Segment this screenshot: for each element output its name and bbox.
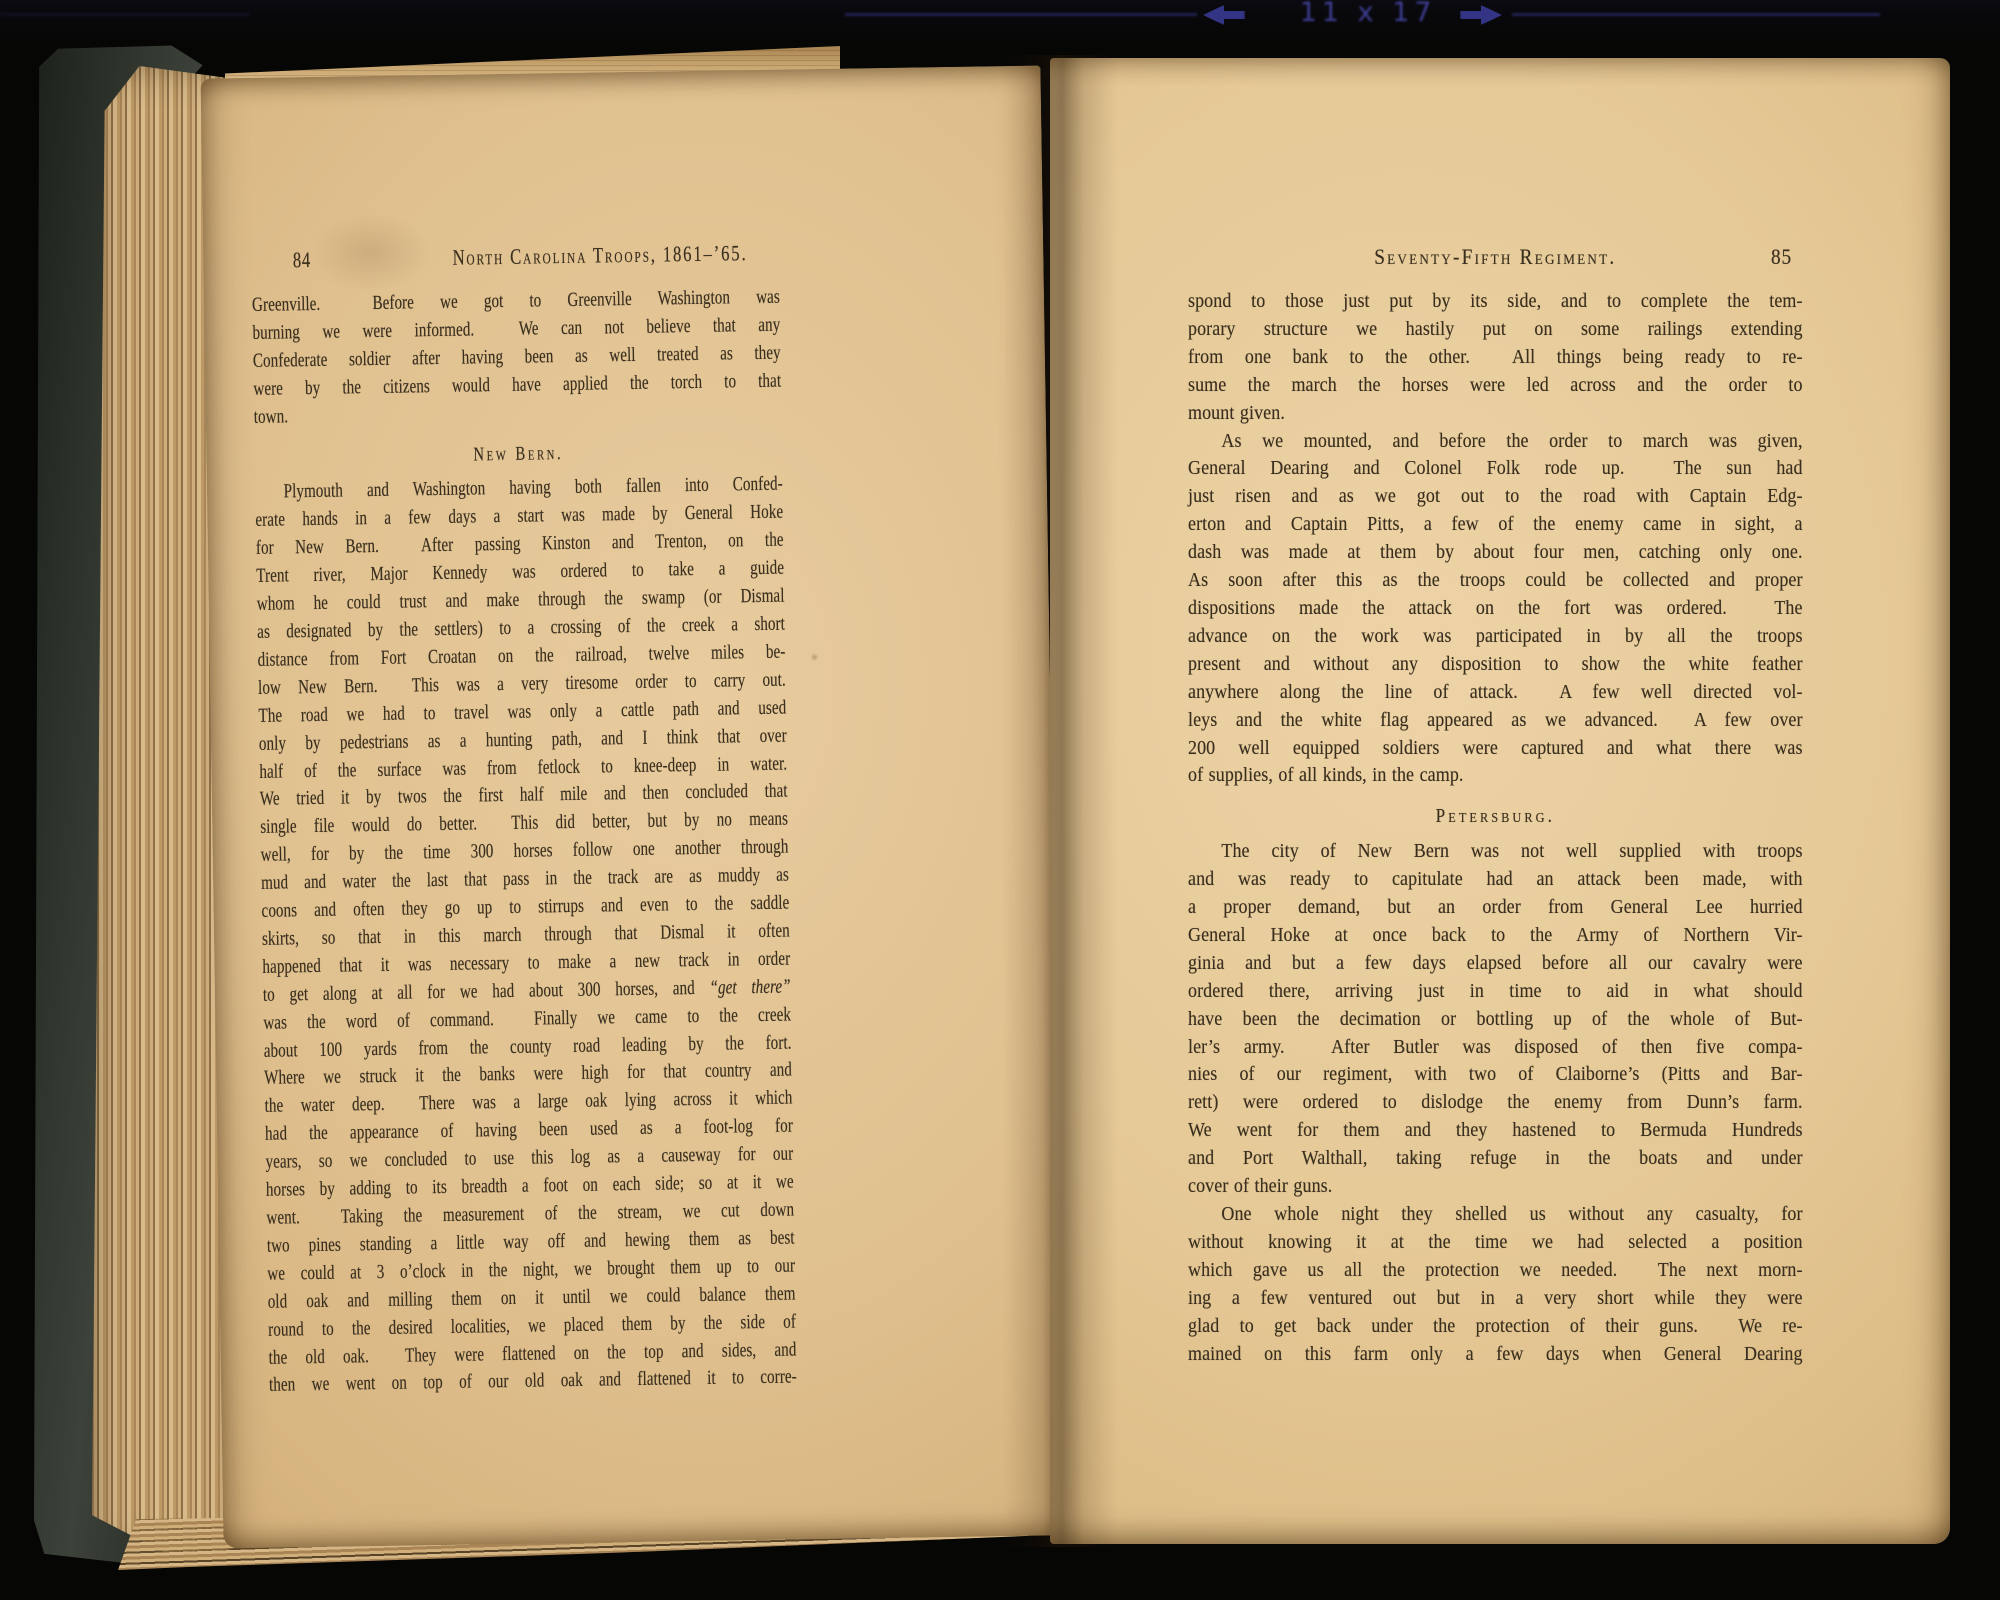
page-number: 85 <box>1770 244 1793 269</box>
text-line: Confederate soldier after having been as well treated as they <box>252 341 781 372</box>
text-line: ler’s army. After Butler was disposed of then five compa- <box>1188 1035 1803 1058</box>
left-page <box>201 65 1064 1548</box>
text-line: Trent river, Major Kennedy was ordered to take a guide <box>256 556 785 588</box>
ruler-line-segment <box>1512 13 1880 16</box>
page-text <box>1188 288 1803 1368</box>
text-line: without knowing it at the time we had selected a position <box>1188 1230 1803 1253</box>
text-line: The road we had to travel was only a cattle path and used <box>258 696 787 727</box>
text-line: rett) were ordered to dislodge the enemy from Dunn’s farm. <box>1188 1091 1803 1114</box>
ruler-arrow-left-icon <box>1203 5 1245 25</box>
page-text <box>252 284 797 1400</box>
text-line: happened that it was necessary to make a new track in order <box>262 947 791 978</box>
italic-phrase: “get there” <box>709 975 791 999</box>
text-line: only by pedestrians as a hunting path, and I think that over <box>258 724 787 755</box>
ruler-line-segment <box>0 13 250 16</box>
text-line: We went for them and they hastened to Bermuda Hundreds <box>1188 1119 1803 1142</box>
text-line: two pines standing a little way off and hewing them as best <box>266 1226 795 1257</box>
text-line: as designated by the settlers) to a crossing of the creek a short <box>257 612 786 643</box>
text-line: As soon after this as the troops could be collected and proper <box>1188 569 1803 592</box>
text-line: single file would do better. This did better, but by no means <box>260 807 789 839</box>
text-line: to get along at all for we had about 300 horses, and “get there” <box>262 975 791 1006</box>
text-line: Where we struck it the banks were high for that country and <box>264 1058 793 1090</box>
page-number: 84 <box>292 246 312 273</box>
text-line: mount given. <box>1188 401 1285 424</box>
text-line: old oak and milling them on it until we could balance them <box>267 1282 796 1313</box>
text-line: which gave us all the protection we needed. The next morn- <box>1188 1258 1803 1281</box>
text-line: dispositions made the attack on the fort was ordered. The <box>1188 596 1803 619</box>
text-line: One whole night they shelled us without any casualty, for <box>1221 1203 1803 1225</box>
ruler-line-segment <box>845 13 1197 16</box>
text-line: ing a few ventured out but in a very short while they were <box>1188 1286 1803 1309</box>
text-line: were by the citizens would have applied the torch to that <box>253 369 782 400</box>
text-line: round to the desired localities, we placed them by the side of <box>267 1310 797 1341</box>
text-line: we could at 3 o’clock in the night, we brought them up to our <box>267 1254 796 1285</box>
text-line: glad to get back under the protection of their guns. We re- <box>1188 1314 1803 1337</box>
text-line: porary structure we hastily put on some railings extending <box>1188 317 1803 340</box>
text-line: The city of New Bern was not well supplied with troops <box>1221 840 1803 863</box>
text-line: ginia and but a few days elapsed before all our cavalry were <box>1188 951 1803 974</box>
text-line: of supplies, of all kinds, in the camp. <box>1188 764 1464 787</box>
text-line: 200 well equipped soldiers were captured and what there was <box>1188 736 1803 759</box>
text-line: skirts, so that in this march through that Dismal it often <box>261 919 790 950</box>
text-line: for New Bern. After passing Kinston and Trenton, on the <box>255 528 784 560</box>
text-line: erate hands in a few days a start was made by General Hoke <box>255 500 784 532</box>
text-line: town. <box>253 404 289 428</box>
right-page <box>1050 58 1950 1544</box>
text-line: burning we were informed. We can not believe that any <box>252 313 781 344</box>
text-line: distance from Fort Croatan on the railroad, twelve miles be- <box>257 640 786 671</box>
text-line: about 100 yards from the county road leading by the fort. <box>263 1031 792 1062</box>
text-line: sume the march the horses were led across and the order to <box>1188 373 1803 396</box>
text-line: Plymouth and Washington having both fallen into Confed- <box>283 473 783 503</box>
text-line: and was ready to capitulate had an attack been made, with <box>1188 868 1803 891</box>
text-line: the old oak. They were flattened on the top and sides, and <box>268 1338 797 1369</box>
text-line: just risen and as we got out to the road with Captain Edg- <box>1188 485 1803 508</box>
text-line: then we went on top of our old oak and flattened it to corre- <box>268 1365 797 1397</box>
text-line: advance on the work was participated in by all the troops <box>1188 624 1803 647</box>
text-line: mained on this farm only a few days when General Dearing <box>1188 1342 1803 1365</box>
page-header <box>251 238 779 276</box>
text-line: well, for by the time 300 horses follow one another through <box>260 835 789 867</box>
text-line: half of the surface was from fetlock to knee-deep in water. <box>259 752 788 783</box>
text-line: have been the decimation or bottling up of the whole of But- <box>1188 1007 1803 1030</box>
ruler-size-label: 11 x 17 <box>1299 0 1437 28</box>
text-line: years, so we concluded to use this log as a causeway for our <box>265 1142 794 1173</box>
ruler-arrow-right-icon <box>1460 5 1502 25</box>
section-heading: Petersburg. <box>1435 806 1555 828</box>
text-line: from one bank to the other. All things being ready to re- <box>1188 345 1803 368</box>
text-line: dash was made at them by about four men, catching only one. <box>1188 541 1803 564</box>
text-line: Greenville. Before we got to Greenville Washington was <box>251 285 780 316</box>
text-line: had the appearance of having been used as a foot-log for <box>264 1114 794 1146</box>
text-line: leys and the white flag appeared as we advanced. A few over <box>1188 708 1803 731</box>
text-line: and Port Walthall, taking refuge in the boats and under <box>1188 1147 1803 1170</box>
text-line: whom he could trust and make through the swamp (or Dismal <box>256 584 785 615</box>
text-line: General Hoke at once back to the Army of Northern Vir- <box>1188 923 1803 946</box>
text-line: General Dearing and Colonel Folk rode up. The sun had <box>1188 457 1803 480</box>
text-line: As we mounted, and before the order to march was given, <box>1221 429 1803 452</box>
text-line: low New Bern. This was a very tiresome order to carry out. <box>257 668 786 699</box>
text-line: anywhere along the line of attack. A few well directed vol- <box>1188 680 1803 703</box>
running-title: North Carolina Troops, 1861–’65. <box>452 240 748 270</box>
text-line: nies of our regiment, with two of Claiborne’s (Pitts and Bar- <box>1188 1063 1803 1086</box>
text-line: the water deep. There was a large oak lying across it which <box>264 1086 793 1118</box>
text-line: present and without any disposition to show the white feather <box>1188 652 1803 675</box>
text-line: cover of their guns. <box>1188 1175 1333 1198</box>
running-title: Seventy-Fifth Regiment. <box>1374 244 1617 269</box>
text-line: We tried it by twos the first half mile and then concluded that <box>259 779 788 811</box>
page-header <box>1188 242 1803 272</box>
text-line: mud and water the last that pass in the track are as muddy as <box>260 863 790 894</box>
text-line: erton and Captain Pitts, a few of the enemy came in sight, a <box>1188 513 1803 536</box>
text-line: coons and often they go up to stirrups and even to the saddle <box>261 891 790 922</box>
text-line: ordered there, arriving just in time to aid in what should <box>1188 979 1803 1002</box>
text-line: a proper demand, but an order from General Lee hurried <box>1188 896 1803 919</box>
text-line: went. Taking the measurement of the stream, we cut down <box>266 1198 795 1229</box>
section-heading: New Bern. <box>473 442 564 465</box>
text-line: spond to those just put by its side, and to complete the tem- <box>1188 290 1803 312</box>
scanner-ruler <box>0 0 2000 40</box>
text-line: was the word of command. Finally we came to the creek <box>263 1003 792 1034</box>
text-line: horses by adding to its breadth a foot on each side; so at it we <box>265 1170 794 1201</box>
